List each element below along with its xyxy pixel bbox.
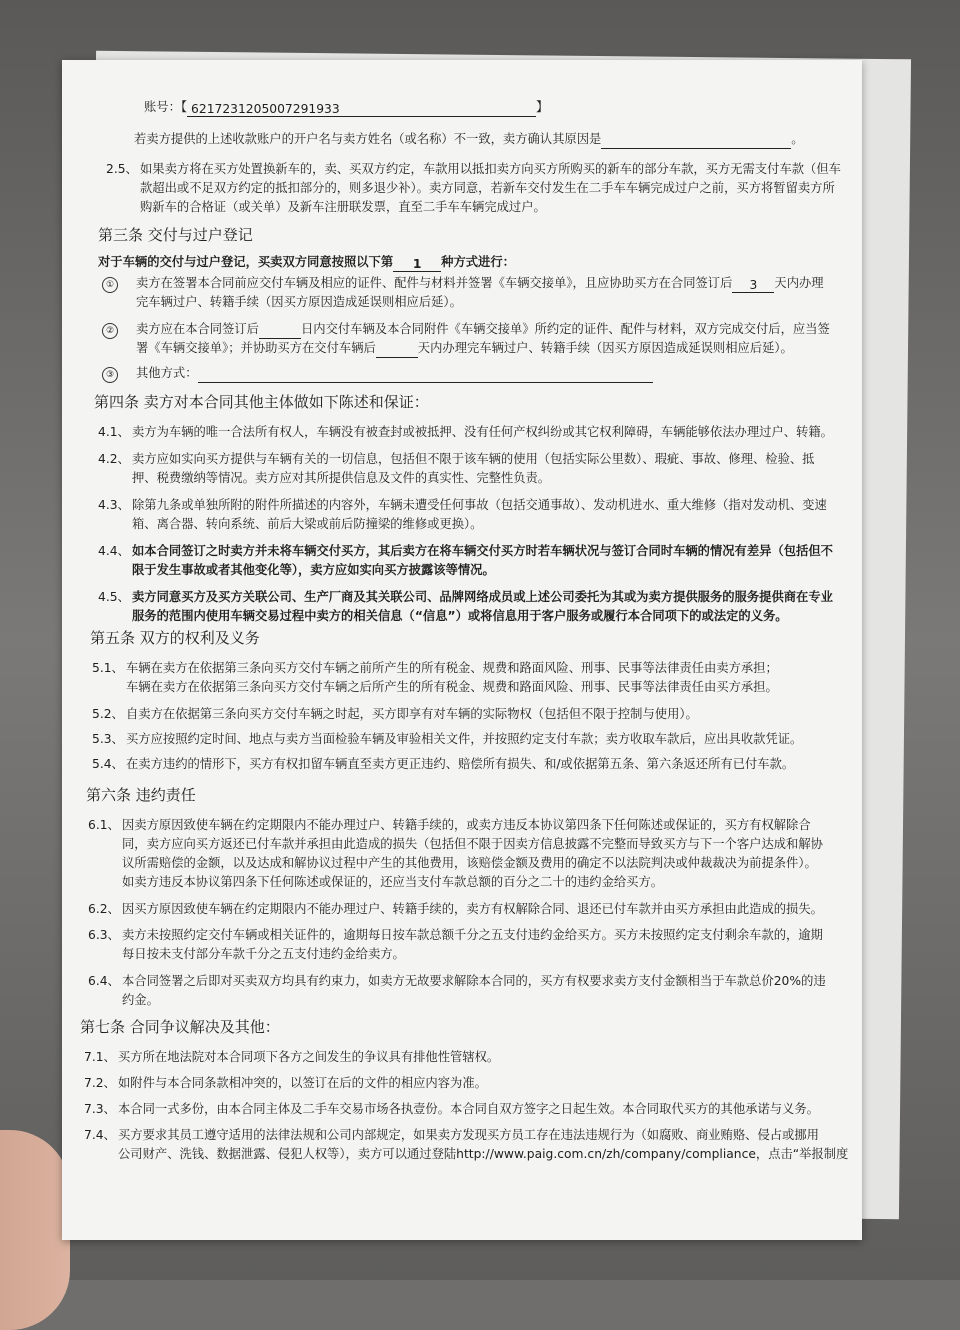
option-3-text: 其他方式： — [136, 366, 198, 380]
clause-7-2 — [84, 1074, 487, 1093]
section-3-title: 第三条 交付与过户登记 — [98, 226, 253, 244]
option-1-line2: 完车辆过户、转籍手续（因买方原因造成延误则相应后延）。 — [136, 295, 462, 309]
clause-4-4-line2: 限于发生事故或者其他变化等），卖方应如实向买方披露该等情况。 — [132, 563, 495, 577]
section-3-intro-text: 对于车辆的交付与过户登记，买卖双方同意按照以下第 — [98, 255, 394, 269]
clause-text: 车辆在卖方在依据第三条向买方交付车辆之前所产生的所有税金、规费和路面风险、刑事、民事等法律责任由卖方承担； — [126, 661, 778, 675]
account-line — [144, 98, 548, 117]
section-3-intro-end: 种方式进行： — [441, 255, 515, 269]
clause-text: 除第九条或单独所附的附件所描述的内容外，车辆未遭受任何事故（包括交通事故）、发动机进水、重大维修（指对发动机、变速 — [132, 498, 827, 512]
clause-number: 4.5、 — [98, 590, 130, 604]
section-7-title: 第七条 合同争议解决及其他： — [80, 1018, 280, 1036]
clause-text: 自卖方在依据第三条向买方交付车辆之时起，买方即享有对车辆的实际物权（包括但不限于控制与使用）。 — [126, 707, 698, 721]
clause-number: 4.1、 — [98, 425, 130, 439]
clause-number: 7.1、 — [84, 1050, 116, 1064]
clause-5-3 — [92, 730, 802, 749]
option-1-marker: ① — [102, 277, 118, 293]
clause-6-1-line3: 议所需赔偿的金额，以及达成和解协议过程中产生的其他费用，该赔偿金额及费用的确定不以法院判决或仲裁裁决为前提条件）。 — [122, 856, 817, 870]
clause-2-5-line3 — [140, 198, 546, 217]
clause-6-4-line2: 约金。 — [122, 993, 159, 1007]
option-3 — [102, 364, 653, 383]
clause-6-4 — [88, 972, 826, 991]
option-2-text-2-end: 天内办理完车辆过户、转籍手续（因买方原因造成延误则相应后延）。 — [417, 341, 793, 355]
clause-5-1-line2: 车辆在卖方在依据第三条向买方交付车辆之后所产生的所有税金、规费和路面风险、刑事、民事等法律责任由买方承担。 — [126, 680, 778, 694]
clause-number: 5.1、 — [92, 661, 124, 675]
contract-page — [62, 60, 862, 1240]
option-3-marker: ③ — [102, 367, 118, 383]
clause-number: 4.2、 — [98, 452, 130, 466]
clause-6-3 — [88, 926, 823, 945]
clause-number: 4.4、 — [98, 544, 130, 558]
clause-6-2 — [88, 900, 823, 919]
holding-finger — [0, 1130, 70, 1330]
option-2 — [102, 320, 830, 339]
clause-text: 买方应按照约定时间、地点与卖方当面检验车辆及审验相关文件，并按照约定支付车款；卖方收取车款后，应出具收款凭证。 — [126, 732, 803, 746]
clause-6-3-line2: 每日按未支付部分车款千分之五支付违约金给卖方。 — [122, 947, 405, 961]
option-2-text-cont: 日内交付车辆及本合同附件《车辆交接单》所约定的证件、配件与材料，双方完成交付后，应当签 — [300, 322, 830, 336]
section-3-intro — [98, 253, 515, 272]
clause-text: 如本合同签订之时卖方并未将车辆交付买方，其后卖方在将车辆交付买方时若车辆状况与签订合同时车辆的情况有差异（包括但不 — [132, 544, 833, 558]
account-number: 6217231205007291933 — [187, 100, 536, 117]
clause-number: 7.3、 — [84, 1102, 116, 1116]
clause-number: 5.3、 — [92, 732, 124, 746]
clause-number: 4.3、 — [98, 498, 130, 512]
option-3-blank — [198, 366, 653, 383]
clause-text: 卖方为车辆的唯一合法所有权人，车辆没有被查封或被抵押、没有任何产权纠纷或其它权利障碍，车辆能够依法办理过户、转籍。 — [132, 425, 833, 439]
clause-4-2 — [98, 450, 814, 469]
mismatch-reason-blank — [601, 132, 791, 149]
option-1-text-end: 天内办理 — [774, 276, 824, 290]
clause-text: 买方要求其员工遵守适用的法律法规和公司内部规定，如果卖方发现买方员工存在违法违规行为（如腐败、商业贿赂、侵占或挪用 — [118, 1128, 819, 1142]
clause-7-1 — [84, 1048, 499, 1067]
option-2-text-2: 署《车辆交接单》；并协助买方在交付车辆后 — [136, 341, 376, 355]
clause-7-4 — [84, 1126, 819, 1145]
clause-5-4 — [92, 755, 794, 774]
clause-5-1 — [92, 659, 778, 678]
clause-2-5-line2 — [140, 179, 835, 198]
option-2-line2 — [136, 339, 793, 358]
clause-number: 5.2、 — [92, 707, 124, 721]
clause-text: 如附件与本合同条款相冲突的，以签订在后的文件的相应内容为准。 — [118, 1076, 487, 1090]
option-2-days-blank — [259, 322, 301, 339]
option-1-text: 卖方在签署本合同前应交付车辆及相应的证件、配件与材料并签署《车辆交接单》，且应协助买方在合同签订后 — [136, 276, 733, 290]
option-2-text: 卖方应在本合同签订后 — [136, 322, 259, 336]
option-1 — [102, 274, 824, 293]
clause-6-1-line4: 如卖方违反本协议第四条下任何陈述或保证的，还应当支付车款总额的百分之二十的违约金给买方。 — [122, 875, 664, 889]
clause-number: 5.4、 — [92, 757, 124, 771]
account-mismatch-text: 若卖方提供的上述收款账户的开户名与卖方姓名（或名称）不一致，卖方确认其原因是 — [134, 132, 602, 146]
clause-7-4-line2: 公司财产、洗钱、数据泄露、侵犯人权等），卖方可以通过登陆http://www.paig.com.cn/zh/company/compliance，点击“举报制度 — [118, 1147, 849, 1161]
clause-text: 因卖方原因致使车辆在约定期限内不能办理过户、转籍手续的，或卖方违反本协议第四条下任何陈述或保证的，买方有权解除合 — [122, 818, 811, 832]
clause-4-3 — [98, 496, 827, 515]
clause-4-3-line2: 箱、离合器、转向系统、前后大梁或前后防撞梁的维修或更换）。 — [132, 517, 483, 531]
clause-number: 6.1、 — [88, 818, 120, 832]
clause-text: 如果卖方将在买方处置换新车的，卖、买双方约定，车款用以抵扣卖方向买方所购买的新车的部分车款，买方无需支付车款（但车 — [140, 162, 841, 176]
clause-text: 购新车的合格证（或关单）及新车注册联发票，直至二手车车辆完成过户。 — [140, 200, 546, 214]
account-label: 账号：【 — [144, 100, 188, 114]
clause-number: 7.4、 — [84, 1128, 116, 1142]
clause-2-5 — [106, 160, 841, 179]
clause-text: 本合同签署之后即对买卖双方均具有约束力，如卖方无故要求解除本合同的，买方有权要求卖方支付金额相当于车款总价20%的违 — [122, 974, 826, 988]
account-end: 】 — [536, 100, 549, 114]
option-2-days-blank-2 — [376, 341, 418, 358]
clause-4-1 — [98, 423, 833, 442]
clause-number: 6.4、 — [88, 974, 120, 988]
clause-text: 卖方未按照约定交付车辆或相关证件的，逾期每日按车款总额千分之五支付违约金给买方。买方未按照约定支付剩余车款的，逾期 — [122, 928, 823, 942]
clause-text: 款超出或不足双方约定的抵扣部分的，则多退少补）。卖方同意，若新车交付发生在二手车车辆完成过户之前，买方将暂留卖方所 — [140, 181, 835, 195]
clause-text: 卖方应如实向买方提供与车辆有关的一切信息，包括但不限于该车辆的使用（包括实际公里数）、瑕疵、事故、修理、检验、抵 — [132, 452, 815, 466]
clause-4-2-line2: 押、税费缴纳等情况。卖方应对其所提供信息及文件的真实性、完整性负责。 — [132, 471, 551, 485]
clause-text: 因买方原因致使车辆在约定期限内不能办理过户、转籍手续的，卖方有权解除合同、退还已付车款并由买方承担由此造成的损失。 — [122, 902, 823, 916]
clause-4-5-line2: 服务的范围内使用车辆交易过程中卖方的相关信息（“信息”）或将信息用于客户服务或履行本合同项下的或法定的义务。 — [132, 609, 788, 623]
clause-6-1 — [88, 816, 811, 835]
account-mismatch-end: 。 — [791, 132, 804, 146]
clause-7-3 — [84, 1100, 819, 1119]
method-number: 1 — [393, 255, 441, 272]
clause-text: 卖方同意买方及买方关联公司、生产厂商及其关联公司、品牌网络成员或上述公司委托为其或为卖方提供服务的服务提供商在专业 — [132, 590, 833, 604]
clause-5-2 — [92, 705, 698, 724]
section-5-title: 第五条 双方的权利及义务 — [90, 629, 260, 647]
clause-text: 在卖方违约的情形下，买方有权扣留车辆直至卖方更正违约、赔偿所有损失、和/或依据第五条、第六条返还所有已付车款。 — [126, 757, 795, 771]
clause-4-5 — [98, 588, 833, 607]
option-2-marker: ② — [102, 323, 118, 339]
clause-6-1-line2: 同，卖方应向买方返还已付车款并承担由此造成的损失（包括但不限于因卖方信息披露不完整而导致买方与下一个客户达成和解协 — [122, 837, 823, 851]
clause-number: 2.5、 — [106, 162, 138, 176]
account-mismatch — [134, 130, 804, 149]
section-6-title: 第六条 违约责任 — [86, 786, 196, 804]
section-4-title: 第四条 卖方对本合同其他主体做如下陈述和保证： — [94, 393, 429, 411]
clause-4-4 — [98, 542, 833, 561]
clause-text: 本合同一式多份，由本合同主体及二手车交易市场各执壹份。本合同自双方签字之日起生效。本合同取代买方的其他承诺与义务。 — [118, 1102, 819, 1116]
clause-number: 6.2、 — [88, 902, 120, 916]
clause-number: 6.3、 — [88, 928, 120, 942]
option-1-days: 3 — [732, 276, 774, 293]
clause-text: 买方所在地法院对本合同项下各方之间发生的争议具有排他性管辖权。 — [118, 1050, 500, 1064]
clause-number: 7.2、 — [84, 1076, 116, 1090]
